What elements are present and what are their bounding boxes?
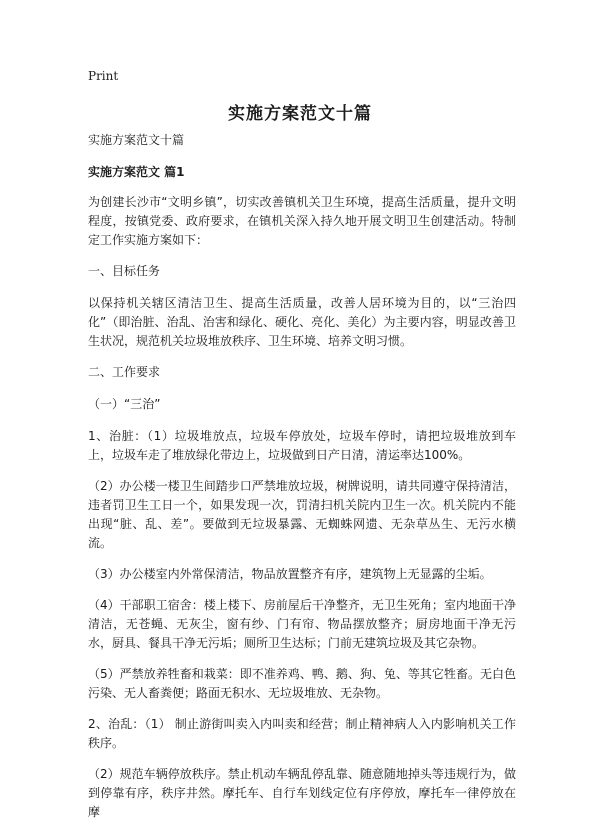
section-title: 实施方案范文 篇1 <box>88 165 185 179</box>
paragraph-item-5: （5）严禁放养牲畜和栽菜：即不准养鸡、鸭、鹅、狗、兔、等其它牲畜。无白色污染、无人畜粪便；路面无积水、无垃圾堆放、无杂物。 <box>88 667 516 700</box>
heading-goals: 一、目标任务 <box>88 264 161 278</box>
paragraph-intro: 为创建长沙市“文明乡镇”，切实改善镇机关卫生环境，提高生活质量，提升文明程度，按镇党委、政府要求，在镇机关深入持久地开展文明卫生创建活动。特制定工作实施方案如下： <box>88 195 516 247</box>
paragraph-item-2: （2）办公楼一楼卫生间踏步口严禁堆放垃圾，树牌说明，请共同遵守保持清洁，违者罚卫生工日一个，如果发现一次，罚清扫机关院内卫生一次。机关院内不能出现“脏、乱、差”。要做到无垃圾暴露、无蜘蛛网遗、无杂草丛生、无污水横流。 <box>88 479 516 550</box>
document-title: 实施方案范文十篇 <box>228 104 372 124</box>
document-subtitle: 实施方案范文十篇 <box>88 133 185 147</box>
heading-requirements: 二、工作要求 <box>88 365 161 379</box>
document-body <box>88 131 516 834</box>
paragraph-vehicles: （2）规范车辆停放秩序。禁止机动车辆乱停乱靠、随意随地掉头等违规行为，做到停靠有序，秩序井然。摩托车、自行车划线定位有序停放，摩托车一律停放在摩 <box>88 767 516 819</box>
paragraph-item-1: 1、治脏：（1）垃圾堆放点，垃圾车停放处，垃圾车停时，请把垃圾堆放到车上，垃圾车走了堆放绿化带边上，垃圾做到日产日清，清运率达100%。 <box>88 429 516 462</box>
heading-three-governance: （一）“三治” <box>88 397 161 411</box>
paragraph-item-3: （3）办公楼室内外常保清洁，物品放置整齐有序，建筑物上无显露的尘垢。 <box>88 567 492 581</box>
paragraph-disorder: 2、治乱：（1） 制止游街叫卖入内叫卖和经营；制止精神病人入内影响机关工作秩序。 <box>88 717 516 750</box>
paragraph-item-4: （4）干部职工宿舍：楼上楼下、房前屋后干净整齐，无卫生死角；室内地面干净清洁，无苍蝇、无灰尘，窗有纱、门有帘、物品摆放整齐；厨房地面干净无污水，厨具、餐具干净无污垢；厕所卫生达标；门前无建筑垃圾及其它杂物。 <box>88 598 516 650</box>
print-link[interactable]: Print <box>88 69 119 83</box>
paragraph-goals: 以保持机关辖区清洁卫生、提高生活质量，改善人居环境为目的，以“三治四化”（即治脏、治乱、治害和绿化、硬化、亮化、美化）为主要内容，明显改善卫生状况，规范机关垃圾堆放秩序、卫生环境、培养文明习惯。 <box>88 296 516 348</box>
